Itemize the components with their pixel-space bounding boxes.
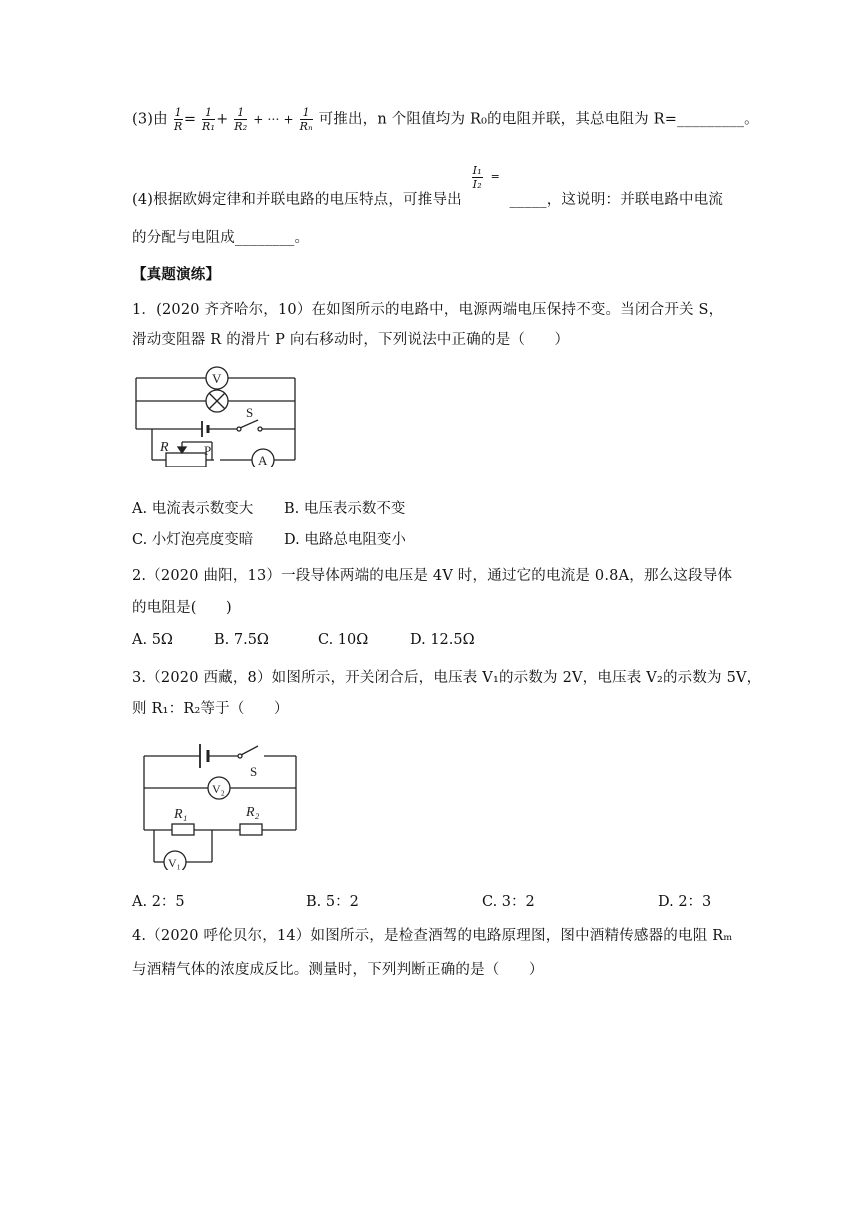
p1-line-2: 滑动变阻器 R 的滑片 P 向右移动时，下列说法中正确的是（ ） [132,332,570,348]
p2-line-1: 2.（2020 曲阳，13）一段导体两端的电压是 4V 时，通过它的电流是 0.8A，那么这段导体 [132,568,733,584]
p3-option-a[interactable]: A. 2：5 [132,894,185,910]
p2-option-b[interactable]: B. 7.5Ω [214,632,269,648]
p3-option-c[interactable]: C. 3：2 [482,894,535,910]
resistor-1-label: R₁ [174,807,188,822]
switch-label: S [250,764,258,779]
p3-option-b[interactable]: B. 5：2 [306,894,359,910]
circuit-diagram-1 [130,363,302,467]
switch-label: S [246,405,254,420]
p3-line-1: 3.（2020 西藏，8）如图所示，开关闭合后，电压表 V₁的示数为 2V，电压表 V₂的示数为 5V， [132,670,762,686]
resistor-2-icon [240,824,262,835]
q4-ratio: $\frac{\text{I₁}}{\text{I₂}}$ = [472,164,501,191]
q4-text-a: (4)根据欧姆定律和并联电路的电压特点，可推导出 [132,192,462,208]
voltmeter-2-label: V₂ [212,782,225,796]
p3-line-2: 则 R₁：R₂等于（ ） [132,701,289,717]
p4-line-1: 4.（2020 呼伦贝尔，14）如图所示，是检查酒驾的电路原理图，图中酒精传感器的电阻 Rₘ [132,928,733,944]
p4-line-2: 与酒精气体的浓度成反比。测量时，下列判断正确的是（ ） [132,962,544,978]
p1-option-d[interactable]: D. 电路总电阻变小 [284,532,406,548]
formula-dots: + ··· + [253,112,294,127]
p2-line-2: 的电阻是( ) [132,600,232,616]
q3-text: 可推出，n 个阻值均为 R₀的电阻并联，其总电阻为 R=_________。 [318,111,759,128]
formula-term-1: $\frac{1}{\text{R₁}}$ [202,106,216,133]
q3-prefix: (3)由 [132,111,168,128]
p3-option-d[interactable]: D. 2：3 [658,894,712,910]
formula-term-n: $\frac{1}{\text{Rₙ}}$ [299,106,313,133]
slider-label: P [204,443,212,458]
p1-option-a[interactable]: A. 电流表示数变大 [132,501,254,517]
formula-term-2: $\frac{1}{\text{R₂}}$ [234,106,248,133]
q4-line-2: 的分配与电阻成________。 [132,230,310,246]
p2-option-a[interactable]: A. 5Ω [132,632,173,648]
voltmeter-1-label: V₁ [168,856,181,870]
p2-option-c[interactable]: C. 10Ω [318,632,369,648]
voltmeter-label: V [212,371,222,386]
resistor-1-icon [172,824,194,835]
circuit-diagram-3 [140,738,300,870]
p2-option-d[interactable]: D. 12.5Ω [410,632,475,648]
p1-line-1: 1．(2020 齐齐哈尔，10）在如图所示的电路中，电源两端电压保持不变。当闭合开关 S， [132,302,724,318]
q4-text-b: _____，这说明：并联电路中电流 [509,192,724,208]
section-title: 【真题演练】 [132,266,221,283]
formula-lhs: $\frac{1}{R}$ [174,106,183,133]
rheostat-icon [166,453,206,467]
q3-line: (3)由 $\frac{1}{R}$ = $\frac{1}{\text{R₁}}$ + $\frac{1}{\text{R₂}}$ + ··· + $\frac{1}{\text{Rₙ}}$ 可推出，n 个阻值均为 R₀的电阻并联，其总电阻为 R=_________。 [132,106,759,133]
p1-option-b[interactable]: B. 电压表示数不变 [284,501,406,517]
ammeter-label: A [258,453,268,467]
resistor-2-label: R₂ [246,805,260,820]
rheostat-label: R [160,440,169,455]
q4-line-1 [132,164,724,210]
p1-option-c[interactable]: C. 小灯泡亮度变暗 [132,532,254,548]
